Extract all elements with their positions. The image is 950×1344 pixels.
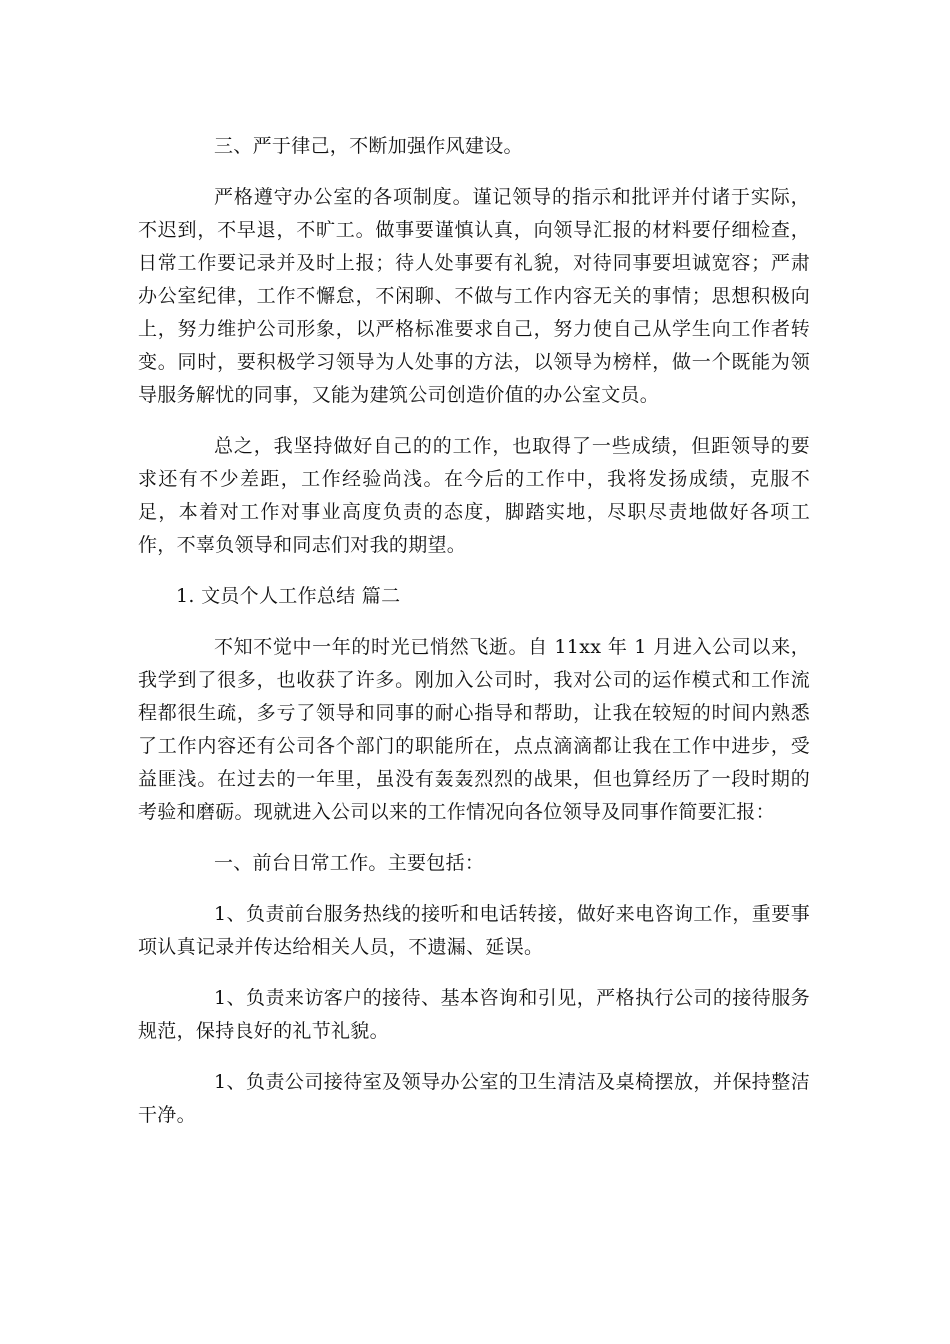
document-body [138, 130, 810, 1150]
body-paragraph: 总之，我坚持做好自己的的工作，也取得了一些成绩，但距领导的要求还有不少差距，工作经验尚浅。在今后的工作中，我将发扬成绩，克服不足，本着对工作对事业高度负责的态度，脚踏实地，尽职尽责地做好各项工作，不辜负领导和同志们对我的期望。 [138, 435, 810, 556]
list-item: 1、负责公司接待室及领导办公室的卫生清洁及桌椅摆放，并保持整洁干净。 [138, 1071, 810, 1126]
body-paragraph: 不知不觉中一年的时光已悄然飞逝。自 11xx 年 1 月进入公司以来，我学到了很多，也收获了许多。刚加入公司时，我对公司的运作模式和工作流程都很生疏，多亏了领导和同事的耐心指导和帮助，让我在较短的时间内熟悉了工作内容还有公司各个部门的职能所在，点点滴滴都让我在工作中进步，受益匪浅。在过去的一年里，虽没有轰轰烈烈的战果，但也算经历了一段时期的考验和磨砺。现就进入公司以来的工作情况向各位领导及同事作简要汇报： [138, 636, 810, 823]
list-item: 1、负责前台服务热线的接听和电话转接，做好来电咨询工作，重要事项认真记录并传达给相关人员，不遗漏、延误。 [138, 903, 810, 958]
section-heading: 一、前台日常工作。主要包括： [214, 852, 485, 874]
body-paragraph: 严格遵守办公室的各项制度。谨记领导的指示和批评并付诸于实际，不迟到，不早退，不旷工。做事要谨慎认真，向领导汇报的材料要仔细检查，日常工作要记录并及时上报；待人处事要有礼貌，对待同事要坦诚宽容；严肃办公室纪律，工作不懈怠，不闲聊、不做与工作内容无关的事情；思想积极向上，努力维护公司形象，以严格标准要求自己，努力使自己从学生向工作者转变。同时，要积极学习领导为人处事的方法，以领导为榜样，做一个既能为领导服务解忧的同事，又能为建筑公司创造价值的办公室文员。 [138, 186, 810, 406]
section-heading: 三、严于律己，不断加强作风建设。 [214, 135, 523, 157]
list-item: 1、负责来访客户的接待、基本咨询和引见，严格执行公司的接待服务规范，保持良好的礼节礼貌。 [138, 987, 810, 1042]
article-heading: 1. 文员个人工作总结 篇二 [176, 585, 401, 607]
